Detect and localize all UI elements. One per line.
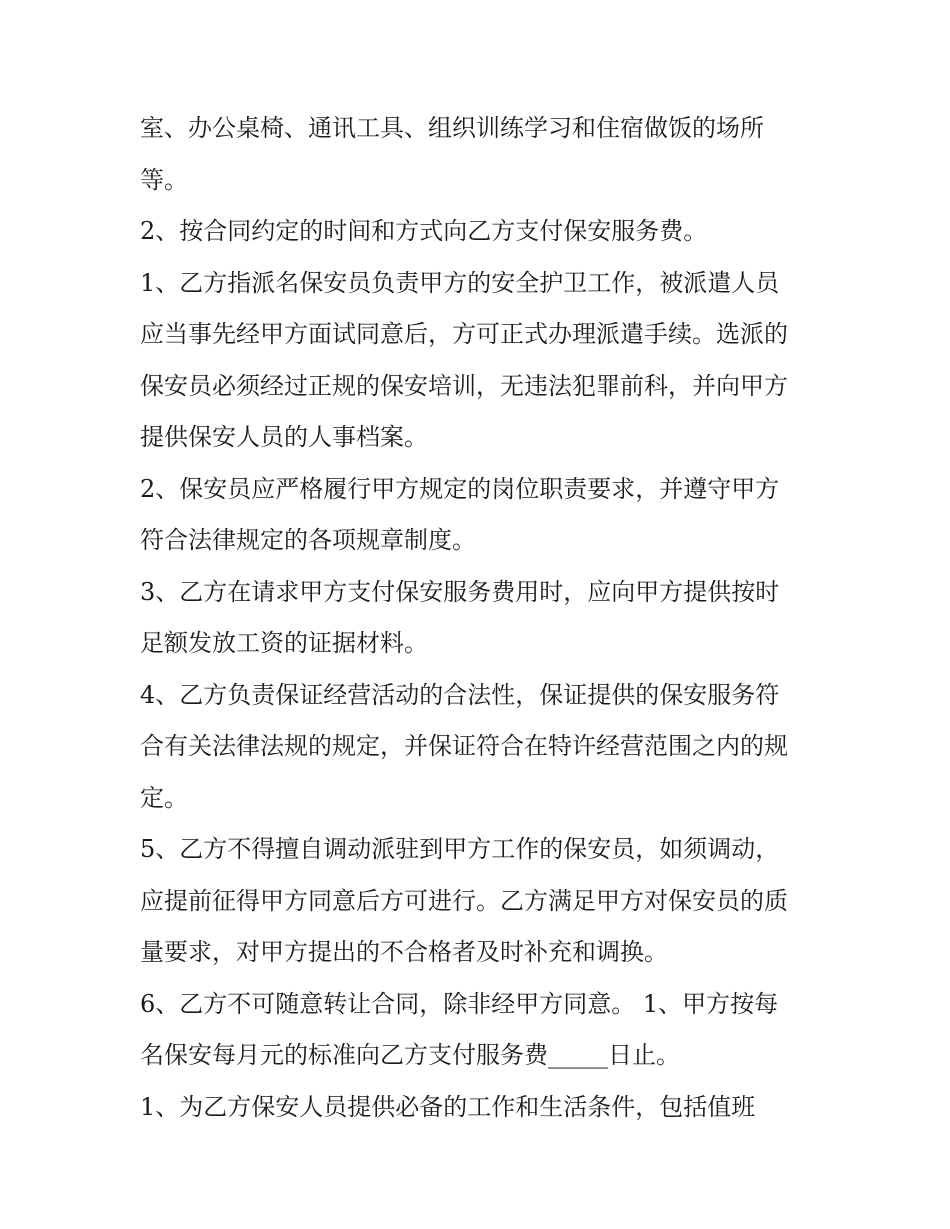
text-line: 4、乙方负责保证经营活动的合法性，保证提供的保安服务符 (140, 680, 780, 709)
text-line: 应当事先经甲方面试同意后，方可正式办理派遣手续。选派的 (140, 320, 788, 348)
text-line: 2、按合同约定的时间和方式向乙方支付保安服务费。 (140, 217, 708, 245)
text-line: 符合法律规定的各项规章制度。 (140, 526, 476, 554)
text-line: 足额发放工资的证据材料。 (140, 629, 428, 657)
text-line: 2、保安员应严格履行甲方规定的岗位职责要求，并遵守甲方 (140, 474, 780, 503)
text-line: 5、乙方不得擅自调动派驻到甲方工作的保安员，如须调动， (140, 835, 780, 863)
text-line: 定。 (140, 783, 188, 812)
text-line: 量要求，对甲方提出的不合格者及时补充和调换。 (140, 938, 668, 966)
text-line: 应提前征得甲方同意后方可进行。乙方满足甲方对保安员的质 (140, 886, 788, 915)
text-line: 1、为乙方保安人员提供必备的工作和生活条件，包括值班 (140, 1092, 756, 1121)
text-line: 6、乙方不可随意转让合同，除非经甲方同意。 1、甲方按每 (140, 989, 779, 1018)
document-body (140, 108, 820, 1138)
text-line: 保安员必须经过正规的保安培训，无违法犯罪前科，并向甲方 (140, 371, 788, 400)
text-line: 3、乙方在请求甲方支付保安服务费用时，应向甲方提供按时 (140, 577, 780, 606)
text-line: 1、乙方指派名保安员负责甲方的安全护卫工作，被派遣人员 (140, 268, 780, 297)
text-line: 提供保安人员的人事档案。 (140, 423, 428, 451)
text-line: 名保安每月元的标准向乙方支付服务费_____日止。 (140, 1041, 680, 1069)
text-line: 合有关法律法规的规定，并保证符合在特许经营范围之内的规 (140, 732, 788, 760)
text-line: 室、办公桌椅、通讯工具、组织训练学习和住宿做饭的场所 (140, 114, 764, 142)
text-line: 等。 (140, 165, 188, 194)
